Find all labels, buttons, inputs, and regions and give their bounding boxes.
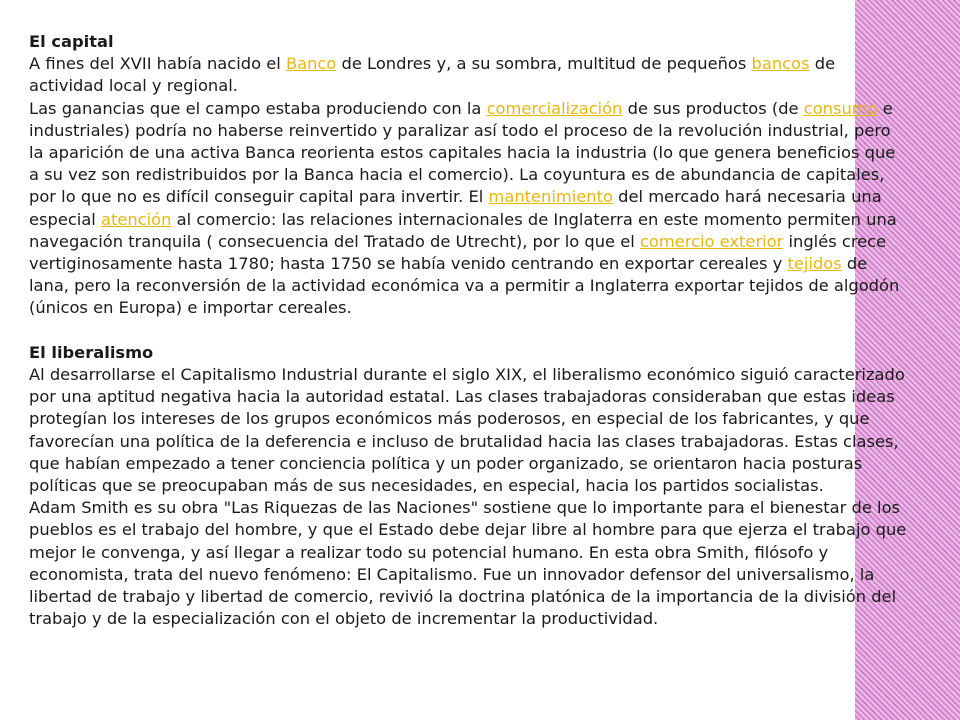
- heading-el-capital: El capital: [29, 32, 114, 51]
- text-run: inglés crece vertiginosamente hasta 1780; hasta 1750 se había venido centrando en exportar cereales y: [29, 231, 887, 274]
- link-comercio-exterior[interactable]: comercio exterior: [639, 231, 784, 251]
- text-run: A fines del XVII había nacido el: [29, 54, 286, 74]
- link-atencion[interactable]: atención: [101, 209, 172, 229]
- text-run: de sus productos (de: [622, 98, 804, 118]
- text-run: del mercado hará necesaria una especial: [29, 187, 882, 229]
- link-consumo[interactable]: consumo: [803, 98, 878, 118]
- link-comercializacion[interactable]: comercialización: [486, 98, 623, 118]
- paragraph-banco: [29, 53, 909, 97]
- text-run: Las ganancias que el campo estaba produciendo con la: [29, 98, 487, 118]
- link-mantenimiento[interactable]: mantenimiento: [488, 187, 613, 207]
- text-run: al comercio: las relaciones internacionales de Inglaterra en este momento permiten una navegación tranquila ( consecuencia del Tratado de Utrecht), por lo que el: [29, 209, 897, 251]
- text-run: de Londres y, a su sombra, multitud de pequeños: [336, 54, 752, 74]
- text-run: e industriales) podría no haberse reinvertido y paralizar así todo el proceso de la revolución industrial, pero la aparición de una activa Banca reorienta estos capitales hacia la industria (lo que genera beneficios que a su vez son redistribuidos por la Banca hacia el comercio). La coyuntura es de abundancia de capitales, por lo que no es difícil conseguir capital para invertir. El: [29, 98, 896, 207]
- spacer: [29, 320, 909, 342]
- text-run: de actividad local y regional.: [29, 54, 836, 96]
- paragraph-ganancias: [29, 98, 909, 320]
- link-bancos[interactable]: bancos: [751, 54, 810, 74]
- paragraph-capitalismo-industrial: Al desarrollarse el Capitalismo Industrial durante el siglo XIX, el liberalismo económico siguió caracterizado por una aptitud negativa hacia la autoridad estatal. Las clases trabajadoras consideraban que estas ideas protegían los intereses de los grupos económicos más poderosos, en especial de los fabricantes, y que favorecían una política de la deferencia e incluso de brutalidad hacia las clases trabajadoras. Estas clases, que habían empezado a tener conciencia política y un poder organizado, se orientaron hacia posturas políticas que se preocupaban más de sus necesidades, en especial, hacia los partidos socialistas.: [29, 365, 905, 496]
- link-tejidos[interactable]: tejidos: [787, 254, 842, 274]
- heading-el-liberalismo: El liberalismo: [29, 342, 154, 362]
- slide-content: [29, 31, 909, 630]
- text-run: de lana, pero la reconversión de la actividad económica va a permitir a Inglaterra exportar tejidos de algodón (únicos en Europa) e importar cereales.: [29, 254, 900, 318]
- paragraph-adam-smith: Adam Smith es su obra "Las Riquezas de las Naciones" sostiene que lo importante para el bienestar de los pueblos es el trabajo del hombre, y que el Estado debe dejar libre al hombre para que ejerza el trabajo que mejor le convenga, y así llegar a realizar todo su potencial humano. En esta obra Smith, filósofo y economista, trata del nuevo fenómeno: El Capitalismo. Fue un innovador defensor del universalismo, la libertad de trabajo y libertad de comercio, revivió la doctrina platónica de la importancia de la división del trabajo y de la especialización con el objeto de incrementar la productividad.: [29, 498, 907, 629]
- link-banco[interactable]: Banco: [285, 54, 337, 74]
